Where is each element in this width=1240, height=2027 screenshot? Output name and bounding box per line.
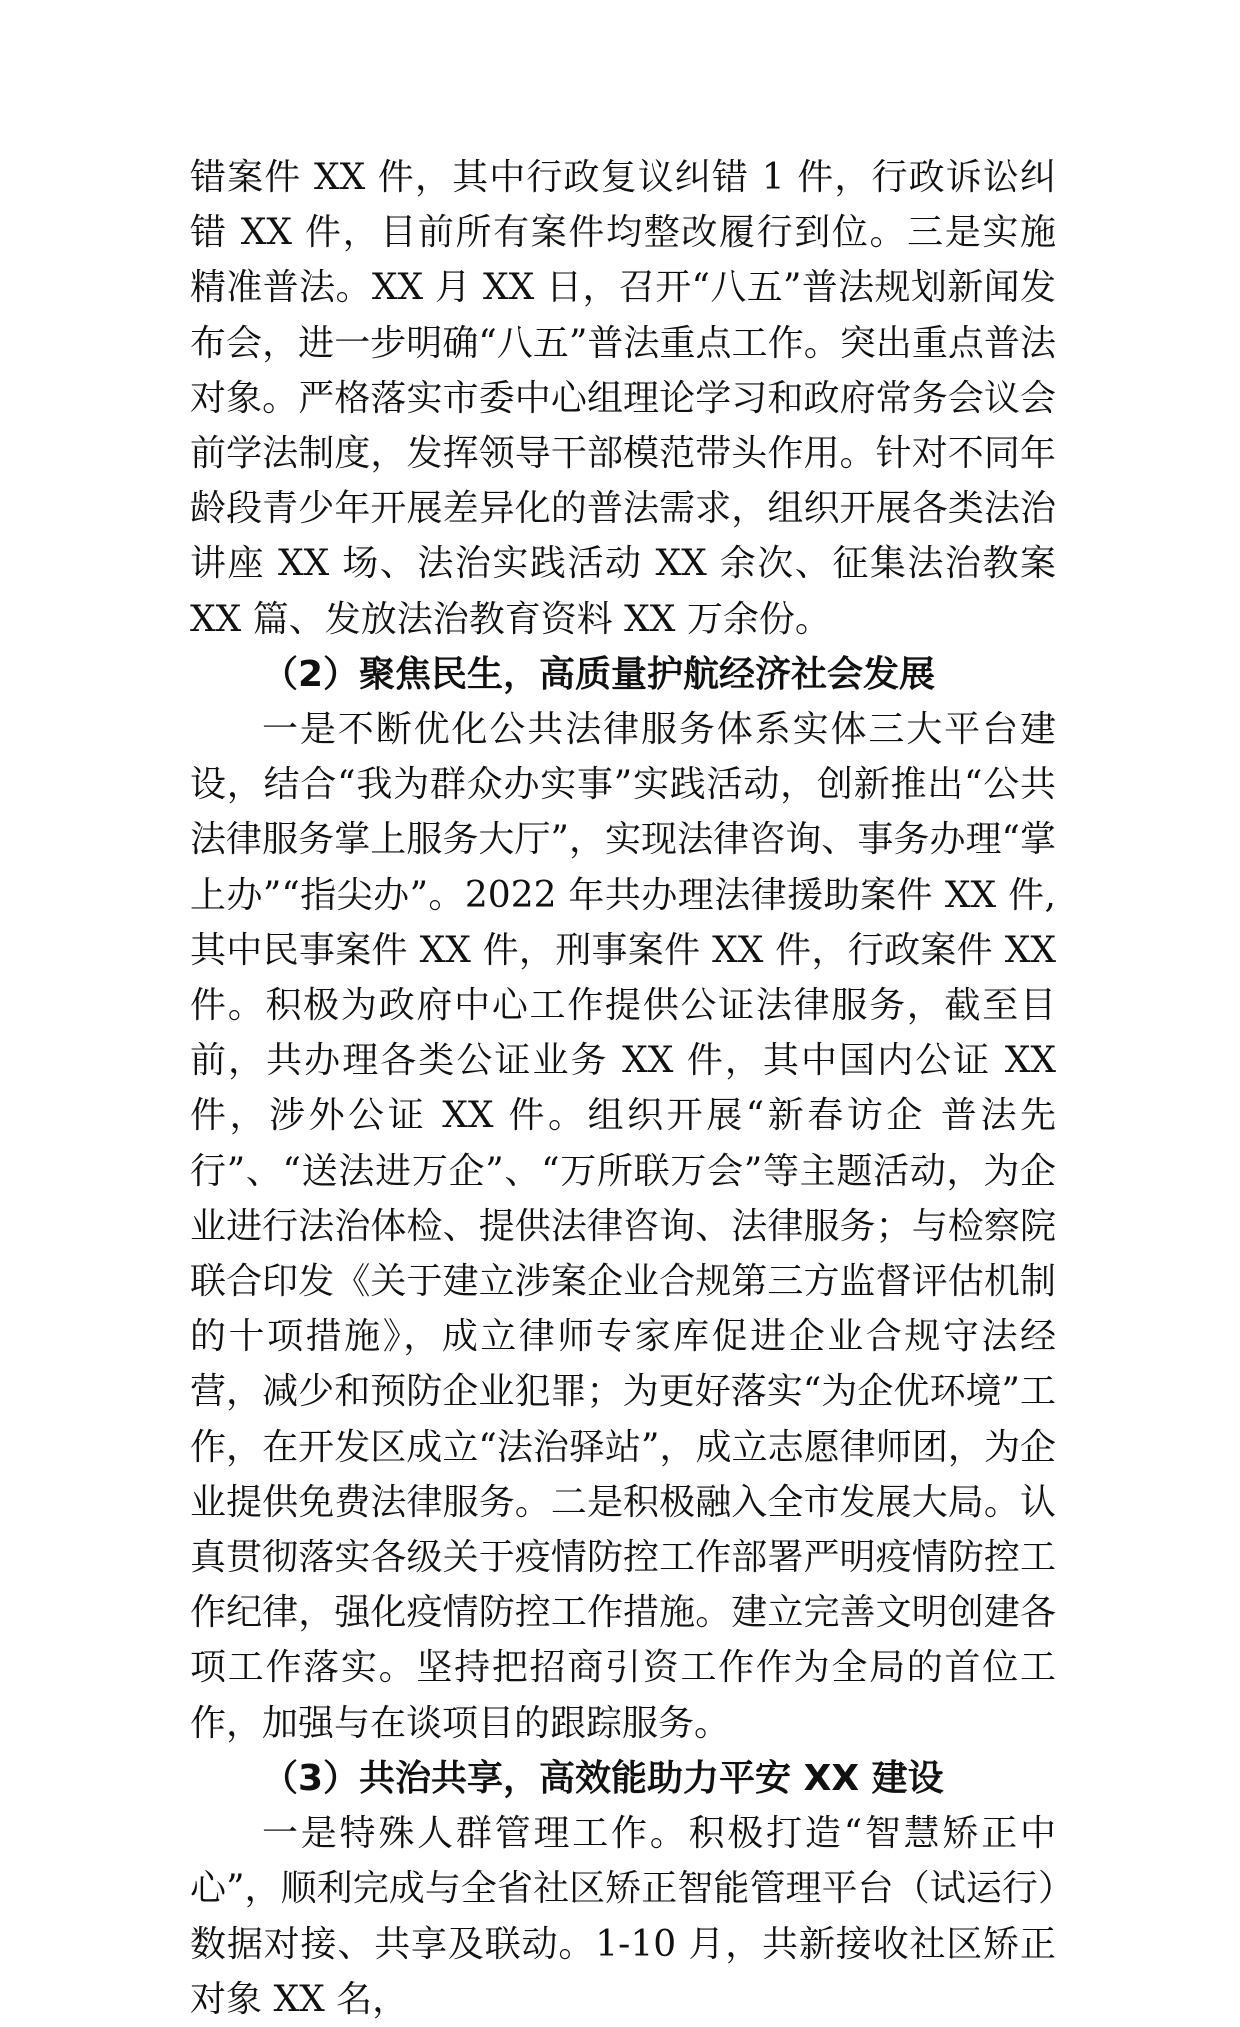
paragraph-2: 一是不断优化公共法律服务体系实体三大平台建设，结合“我为群众办实事”实践活动，创新推出“公共法律服务掌上服务大厅”，实现法律咨询、事务办理“掌上办”“指尖办”。2022 年共办理法律援助案件 XX 件, 其中民事案件 XX 件，刑事案件 XX 件，行政案件 XX 件。积极为政府中心工作提供公证法律服务，截至目前，共办理各类公证业务 XX 件，其中国内公证 XX 件，涉外公证 XX 件。组织开展“新春访企 普法先行”、“送法进万企”、“万所联万会”等主题活动，为企业进行法治体检、提供法律咨询、法律服务；与检察院联合印发《关于建立涉案企业合规第三方监督评估机制的十项措施》，成立律师专家库促进企业合规守法经营，减少和预防企业犯罪；为更好落实“为企优环境”工作，在开发区成立“法治驿站”，成立志愿律师团，为企业提供免费法律服务。二是积极融入全市发展大局。认真贯彻落实各级关于疫情防控工作部署严明疫情防控工作纪律，强化疫情防控工作措施。建立完善文明创建各项工作落实。坚持把招商引资工作作为全局的首位工作，加强与在谈项目的跟踪服务。 [190,709,1056,1744]
paragraph-1: 错案件 XX 件，其中行政复议纠错 1 件，行政诉讼纠错 XX 件，目前所有案件均整改履行到位。三是实施精准普法。XX 月 XX 日，召开“八五”普法规划新闻发布会，进一步明确“八五”普法重点工作。突出重点普法对象。严格落实市委中心组理论学习和政府常务会议会前学法制度，发挥领导干部模范带头作用。针对不同年龄段青少年开展差异化的普法需求，组织开展各类法治讲座 XX 场、法治实践活动 XX 余次、征集法治教案 XX 篇、发放法治教育资料 XX 万余份。 [190,157,1056,640]
section-heading-2: （2）聚焦民生，高质量护航经济社会发展 [262,653,936,695]
document-body [190,150,1056,2027]
section-heading-3: （3）共治共享，高效能助力平安 XX 建设 [262,1757,944,1799]
paragraph-3: 一是特殊人群管理工作。积极打造“智慧矫正中心”，顺利完成与全省社区矫正智能管理平台（试运行）数据对接、共享及联动。1-10 月，共新接收社区矫正对象 XX 名， [190,1813,1056,2020]
